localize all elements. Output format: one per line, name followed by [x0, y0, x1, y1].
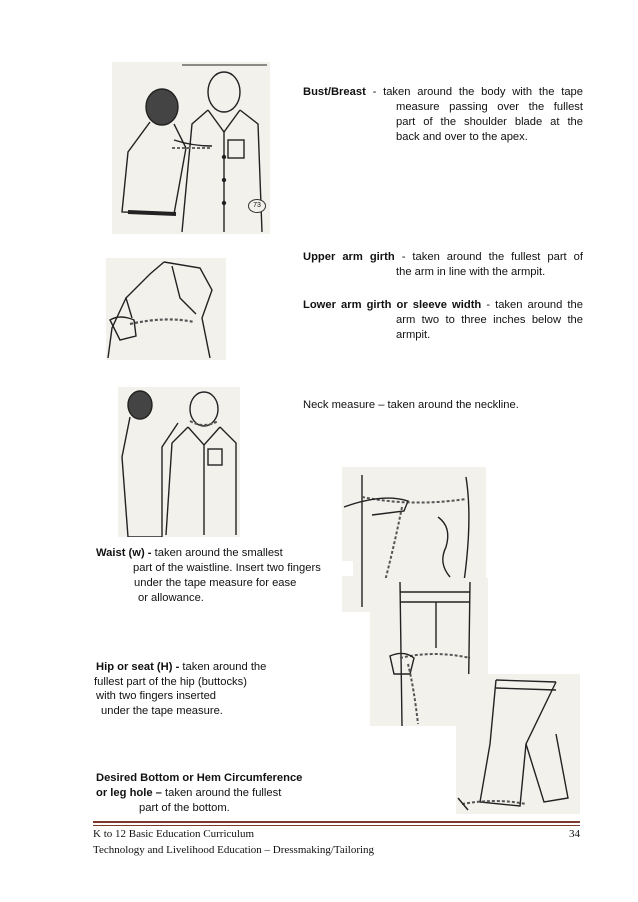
neck-measure-illustration	[118, 387, 240, 537]
hem-second-line	[96, 786, 396, 801]
upper-arm-first-line	[303, 250, 583, 265]
bust-term: Bust/Breast	[303, 86, 366, 98]
upper-arm-lead: - taken around the fullest part of	[394, 251, 583, 263]
hem-term-line-1: Desired Bottom or Hem Circumference	[96, 772, 303, 784]
hem-measure-illustration	[456, 674, 580, 814]
footer-rule-top	[93, 821, 580, 823]
lower-arm-line-2: armpit.	[396, 329, 431, 341]
footer-subject: Technology and Livelihood Education – Dressmaking/Tailoring	[93, 844, 375, 856]
waist-line-2: under the tape measure for ease	[134, 577, 297, 589]
waist-term: Waist (w) -	[96, 547, 152, 559]
upper-arm-term: Upper arm girth	[303, 251, 395, 263]
hem-line-3: part of the bottom.	[139, 802, 230, 814]
hip-line-2: with two fingers inserted	[96, 690, 217, 702]
bust-line-2: part of the shoulder blade at the	[396, 116, 583, 128]
waist-line-3: or allowance.	[138, 592, 204, 604]
lower-arm-lead: - taken around the	[481, 299, 583, 311]
upper-arm-line-2: the arm in line with the armpit.	[396, 266, 546, 278]
bust-first-line	[303, 85, 583, 100]
waist-line-1: part of the waistline. Insert two fingers	[133, 561, 353, 576]
bust-measure-illustration	[112, 62, 270, 234]
neck-measure-text: Neck measure – taken around the neckline.	[303, 399, 519, 411]
waist-first-line	[96, 546, 336, 561]
bust-line-1: measure passing over the fullest	[396, 101, 583, 113]
hip-first-line	[96, 660, 336, 675]
hem-term-line-2: or leg hole –	[96, 787, 162, 799]
lower-arm-line-1: arm two to three inches below the	[396, 314, 583, 326]
page-number: 34	[569, 828, 580, 840]
figure-number-label: 73	[248, 199, 266, 213]
hip-line-1: fullest part of the hip (buttocks)	[94, 676, 247, 688]
bust-lead: - taken around the body with the tape	[365, 86, 583, 98]
hip-term: Hip or seat (H) -	[96, 661, 180, 673]
hip-line-3: under the tape measure.	[101, 705, 223, 717]
upper-arm-measure-illustration	[106, 258, 226, 360]
hip-lead: taken around the	[179, 661, 267, 673]
bust-line-3: back and over to the apex.	[396, 131, 528, 143]
footer-curriculum: K to 12 Basic Education Curriculum	[93, 828, 254, 840]
hem-lead: taken around the fullest	[161, 787, 282, 799]
lower-arm-term: Lower arm girth or sleeve width	[303, 299, 482, 311]
lower-arm-first-line	[303, 298, 583, 313]
waist-lead: taken around the smallest	[151, 547, 283, 559]
